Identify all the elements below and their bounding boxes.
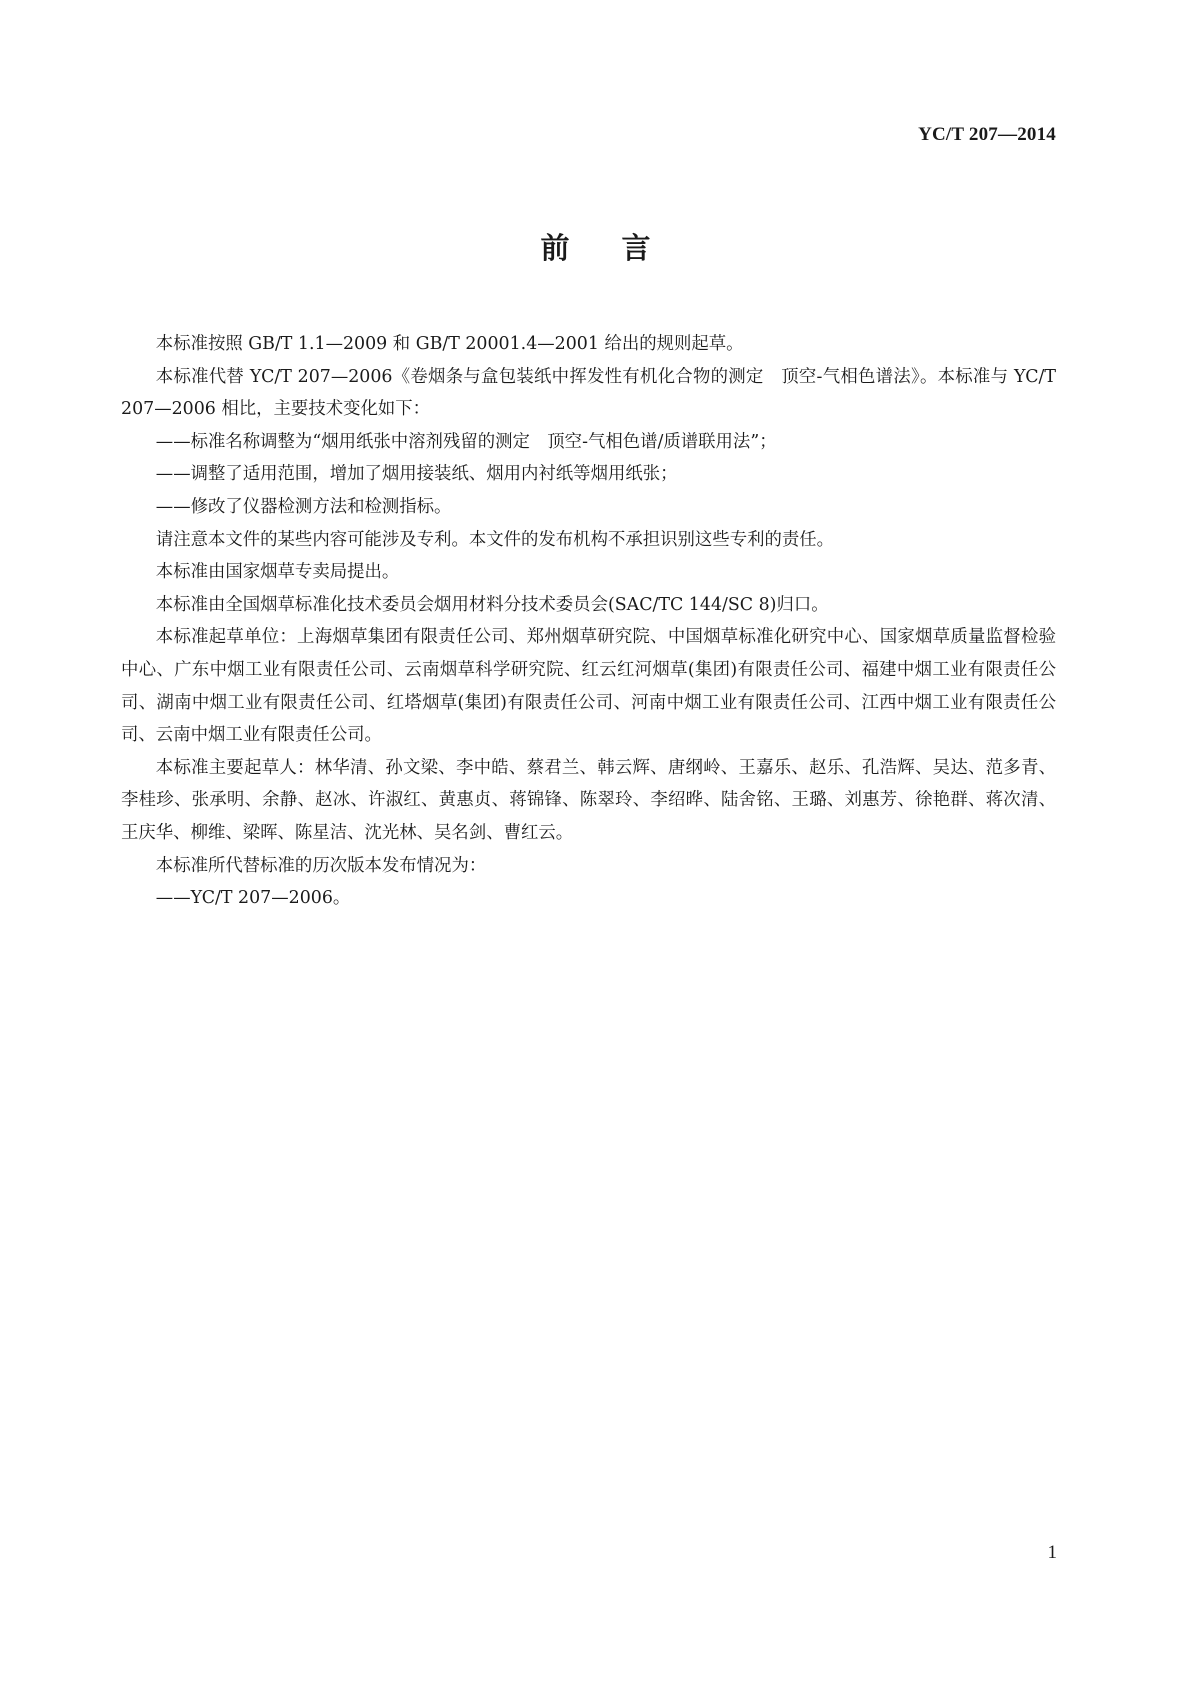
document-code: YC/T 207—2014 bbox=[918, 124, 1056, 145]
list-item-change-name: ——标准名称调整为“烟用纸张中溶剂残留的测定 顶空-气相色谱/质谱联用法”； bbox=[155, 431, 777, 452]
paragraph-previous-editions: 本标准所代替标准的历次版本发布情况为： bbox=[155, 855, 487, 876]
paragraph-drafting-units: 本标准起草单位：上海烟草集团有限责任公司、郑州烟草研究院、中国烟草标准化研究中心、国家烟草质量监督检验中心、广东中烟工业有限责任公司、云南烟草科学研究院、红云红河烟草(集团)有限责任公司、福建中烟工业有限责任公司、湖南中烟工业有限责任公司、红塔烟草(集团)有限责任公司、河南中烟工业有限责任公司、江西中烟工业有限责任公司、云南中烟工业有限责任公司。 bbox=[121, 627, 1056, 746]
paragraph-patent-notice: 请注意本文件的某些内容可能涉及专利。本文件的发布机构不承担识别这些专利的责任。 bbox=[155, 529, 835, 550]
list-item-change-scope: ——调整了适用范围，增加了烟用接装纸、烟用内衬纸等烟用纸张； bbox=[155, 464, 678, 485]
paragraph-replaces: 本标准代替 YC/T 207—2006《卷烟条与盒包装纸中挥发性有机化合物的测定 顶空-气相色谱法》。本标准与 YC/T 207—2006 相比，主要技术变化如下： bbox=[121, 366, 1056, 420]
paragraph-drafting-rules: 本标准按照 GB/T 1.1—2009 和 GB/T 20001.4—2001 给出的规则起草。 bbox=[155, 334, 744, 354]
paragraph-centralized-by: 本标准由全国烟草标准化技术委员会烟用材料分技术委员会(SAC/TC 144/SC 8)归口。 bbox=[155, 594, 829, 615]
list-item-previous-edition: ——YC/T 207—2006。 bbox=[155, 888, 351, 909]
document-body bbox=[121, 328, 1056, 915]
paragraph-proposed-by: 本标准由国家烟草专卖局提出。 bbox=[155, 562, 400, 583]
page-number: 1 bbox=[1047, 1542, 1057, 1563]
list-item-change-method: ——修改了仪器检测方法和检测指标。 bbox=[155, 496, 452, 517]
paragraph-drafters: 本标准主要起草人：林华清、孙文梁、李中皓、蔡君兰、韩云辉、唐纲岭、王嘉乐、赵乐、孔浩辉、吴达、范多青、李桂珍、张承明、余静、赵冰、许淑红、黄惠贞、蒋锦锋、陈翠玲、李绍晔、陆舍铭、王璐、刘惠芳、徐艳群、蒋次清、王庆华、柳维、梁晖、陈星洁、沈光林、吴名剑、曹红云。 bbox=[121, 757, 1056, 843]
page-title: 前言 bbox=[540, 231, 703, 265]
